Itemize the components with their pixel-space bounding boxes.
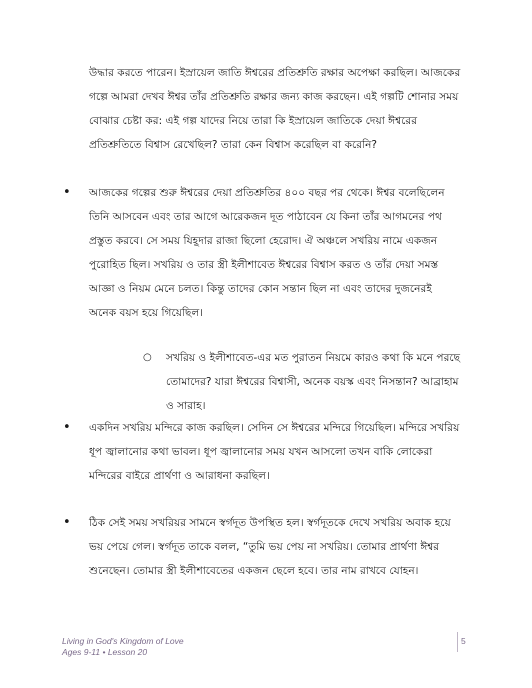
bullet-paragraph-temple: একদিন সখরিয় মন্দিরে কাজ করছিল। সেদিন সে ঈশ্বরের মন্দিরে গিয়েছিল। মন্দিরে সখরিয় ধূপ জ্বালানোর কথা ভাবল। ধূপ জ্বালানোর সময় যখন আসলো তখন বাকি লোকেরা মন্দিরের বাইরে প্রার্থণা ও আরাধনা করছিল। [89,422,460,482]
page-number: 5 [461,636,466,646]
footer-subtitle: Ages 9-11 • Lesson 20 [62,647,148,657]
bullet-marker: • [63,185,71,200]
sub-bullet-question: সখরিয় ও ইলীশাবেত-এর মত পুরাতন নিয়মে কারও কথা কি মনে পরছে তোমাদের? যারা ঈশ্বরের বিশ্বাসী, অনেক বয়স্ক এবং নিসন্তান? আব্রাহাম ও সারাহ। [166,352,461,412]
footer-divider [457,632,458,652]
bullet-paragraph-story-start: আজকের গল্পের শুরু ঈশ্বরের দেয়া প্রতিশ্রুতির ৪০০ বছর পর থেকে। ঈশ্বর বলেছিলেন তিনি আসবেন এবং তার আগে আরেকজন দূত পাঠাবেন যে কিনা তাঁর আগমনের পথ প্রস্তুত করবে। সে সময় যিহূদার রাজা ছিলো হেরোদ। ঐ অঞ্চলে সখরিয় নামে একজন পুরোহিত ছিল। সখরিয় ও তার স্ত্রী ইলীশাবেত ঈশ্বরের বিশ্বাস করত ও তাঁর দেয়া সমস্ত আজ্ঞা ও নিয়ম মেনে চলত। কিন্তু তাদের কোন সন্তান ছিল না এবং তাদের দুজনেরই অনেক বয়স হয়ে গিয়েছিল। [89,187,445,319]
bullet-marker: • [63,515,71,530]
footer-title: Living in God's Kingdom of Love [62,636,184,646]
bullet-marker: • [63,420,71,435]
page-footer [62,636,184,658]
sub-bullet-marker: ○ [143,352,152,363]
bullet-paragraph-angel: ঠিক সেই সময় সখরিয়র সামনে স্বর্গদূত উপস্থিত হল। স্বর্গদূতকে দেখে সখরিয় অবাক হয়ে ভয় পেয়ে গেল। স্বর্গদূত তাকে বলল, “তুমি ভয় পেয় না সখরিয়। তোমার প্রার্থণা ঈশ্বর শুনেছেন। তোমার স্ত্রী ইলীশাবেতের একজন ছেলে হবে। তার নাম রাখবে যোহন। [89,517,451,577]
intro-paragraph: উদ্ধার করতে পারেন। ইস্রায়েল জাতি ঈশ্বরের প্রতিশ্রুতি রক্ষার অপেক্ষা করছিল। আজকের গল্পে আমরা দেখব ঈশ্বর তাঁর প্রতিশ্রুতি রক্ষার জন্য কাজ করছেন। এই গল্পটি শোনার সময় বোঝার চেষ্টা কর: এই গল্প যাদের নিয়ে তারা কি ইস্রায়েল জাতিকে দেয়া ঈশ্বরের প্রতিশ্রুতিতে বিশ্বাস রেখেছিল? তারা কেন বিশ্বাস করেছিল বা করেনি? [89,67,461,151]
